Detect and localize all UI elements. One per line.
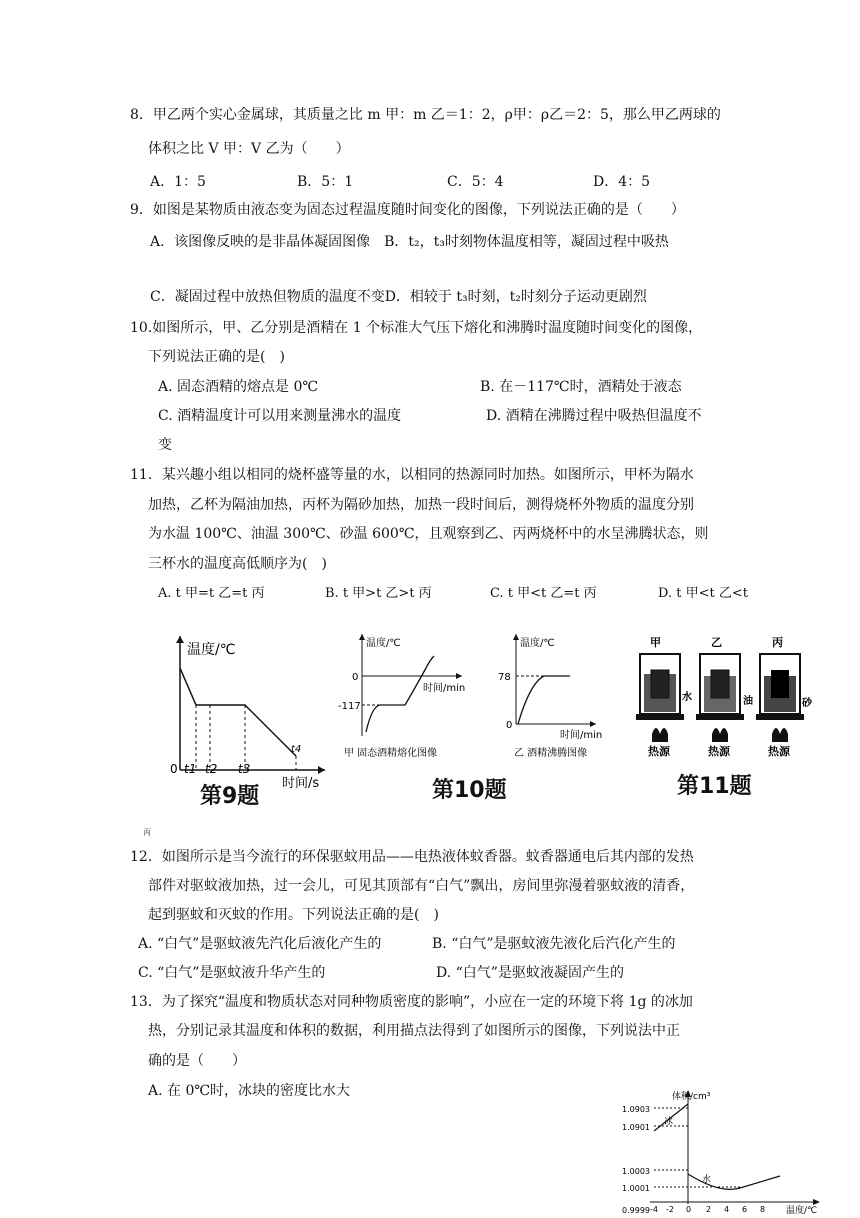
fig9-tick-t2: t2 [205,762,218,776]
fig10-left-ymin: -117 [338,701,361,712]
fig13-ytick-2: 1.0003 [622,1167,650,1176]
figure-10-right [478,628,618,763]
fig13-xlabel: 温度/℃ [786,1206,818,1214]
q13-stem-line1: 13．为了探究“温度和物质状态对同种物质密度的影响”，小应在一定的环境下将 1g 的冰加 [130,994,693,1010]
fig10-caption: 第10题 [432,778,507,803]
fig9-xlabel: 时间/s [282,776,320,790]
fig13-xtick-5: 6 [742,1205,748,1214]
fig11-medium-sand: 砂 [802,698,812,709]
figure-13 [620,1086,832,1214]
q13-stem-line3: 确的是（ ） [148,1053,246,1069]
fig13-ytick-1: 1.0901 [622,1123,650,1132]
q9-stem: 9．如图是某物质由液态变为固态过程温度随时间变化的图像，下列说法正确的是（ ） [130,202,685,218]
fig10-left-title: 甲 固态酒精熔化图像 [344,748,438,759]
q12-option-c: C. “白气”是驱蚊液升华产生的 [138,965,326,981]
q10-option-b: B. 在－117℃时，酒精处于液态 [480,379,682,395]
fig13-ytick-4: 0.9999 [622,1206,650,1214]
q11-stem-line2: 加热，乙杯为隔油加热，丙杯为隔砂加热，加热一段时间后，测得烧杯外物质的温度分别 [148,497,694,513]
figure-11 [632,634,822,759]
q13-stem-line2: 热，分别记录其温度和体积的数据，利用描点法得到了如图所示的图像，下列说法中正 [148,1023,680,1039]
fig11-source-1: 热源 [648,745,670,758]
fig10-right-xlabel: 时间/min [560,730,603,741]
fig10-left-xlabel: 时间/min [423,683,466,694]
fig11-medium-water: 水 [682,692,692,703]
q10-option-c: C. 酒精温度计可以用来测量沸水的温度 [158,408,402,424]
fig11-caption: 第11题 [677,774,752,799]
fig9-caption: 第9题 [200,784,260,809]
fig10-left-y0: 0 [352,672,359,683]
figure-10-left [330,628,470,763]
q12-stem-line3: 起到驱蚊和灭蚊的作用。下列说法正确的是( ) [148,907,439,923]
fig13-xtick-3: 2 [706,1205,712,1214]
q12-stem-line2: 部件对驱蚊液加热，过一会儿，可见其顶部有“白气”飘出，房间里弥漫着驱蚊液的清香， [148,878,695,894]
fig13-ytick-3: 1.0001 [622,1184,650,1193]
fig13-xtick-4: 4 [724,1205,730,1214]
q8-option-d: D．4：5 [593,174,651,190]
fig13-ice-label: 冰 [664,1117,674,1127]
fig11-label-jia: 甲 [650,636,661,649]
fig11-source-2: 热源 [708,745,730,758]
fig9-tick-t4: t4 [291,744,302,755]
q11-option-a: A. t 甲=t 乙=t 丙 [158,586,265,601]
fig13-xtick-2: 0 [686,1205,692,1214]
q12-option-a: A. “白气”是驱蚊液先汽化后液化产生的 [138,936,382,952]
fig11-label-yi: 乙 [711,636,722,649]
fig13-xtick-1: -2 [666,1205,674,1214]
q10-option-d-cont: 变 [158,437,172,453]
q8-stem-line2: 体积之比 V 甲：V 乙为（ ） [148,141,350,157]
fig13-xtick-6: 8 [760,1205,766,1214]
fig9-tick-t1: t1 [184,762,197,776]
fig10-right-ymax: 78 [498,672,511,683]
q12-option-d: D. “白气”是驱蚊液凝固产生的 [436,965,624,981]
q11-option-d: D. t 甲<t 乙<t [658,586,748,601]
q13-option-a: A. 在 0℃时，冰块的密度比水大 [148,1083,351,1099]
fig10-right-ylabel: 温度/℃ [520,638,555,649]
fig10-left-ylabel: 温度/℃ [366,638,401,649]
q9-options-ab: A．该图像反映的是非晶体凝固图像 B．t₂，t₃时刻物体温度相等，凝固过程中吸热 [150,234,669,250]
fig9-tick-t3: t3 [238,762,251,776]
q11-option-d-tail: 丙 [143,828,151,837]
figure-9 [160,630,330,790]
fig13-ytick-0: 1.0903 [622,1105,650,1114]
q8-option-c: C．5：4 [447,174,504,190]
q9-options-cd: C．凝固过程中放热但物质的温度不变D．相较于 t₃时刻，t₂时刻分子运动更剧烈 [150,289,647,305]
q10-stem-line1: 10.如图所示，甲、乙分别是酒精在 1 个标准大气压下熔化和沸腾时温度随时间变化的图像， [130,320,703,336]
fig11-label-bing: 丙 [772,636,783,649]
q11-stem-line3: 为水温 100℃、油温 300℃、砂温 600℃，且观察到乙、丙两烧杯中的水呈沸腾状态，则 [148,526,709,542]
q11-option-c: C. t 甲<t 乙=t 丙 [490,586,597,601]
fig10-right-title: 乙 酒精沸腾图像 [514,748,588,759]
q8-option-a: A．1：5 [150,174,206,190]
fig11-medium-oil: 油 [743,696,753,707]
q10-stem-line2: 下列说法正确的是( ) [148,349,285,365]
q11-option-b: B. t 甲>t 乙>t 丙 [325,586,432,601]
fig13-xtick-0: -4 [650,1205,658,1214]
q8-stem-line1: 8．甲乙两个实心金属球，其质量之比 m 甲：m 乙＝1：2，ρ甲：ρ乙＝2：5，那么甲乙两球的 [130,107,721,123]
q11-stem-line4: 三杯水的温度高低顺序为( ) [148,556,327,572]
q11-stem-line1: 11．某兴趣小组以相同的烧杯盛等量的水，以相同的热源同时加热。如图所示，甲杯为隔水 [130,467,694,483]
fig13-ylabel: 体积/cm³ [672,1092,711,1102]
fig13-water-label: 水 [702,1175,712,1185]
q10-option-d: D. 酒精在沸腾过程中吸热但温度不 [486,408,702,424]
q12-stem-line1: 12．如图所示是当今流行的环保驱蚊用品——电热液体蚊香器。蚊香器通电后其内部的发热 [130,849,694,865]
fig9-ylabel: 温度/℃ [187,642,236,658]
q10-option-a: A. 固态酒精的熔点是 0℃ [158,379,319,395]
q12-option-b: B. “白气”是驱蚊液先液化后汽化产生的 [432,936,676,952]
fig11-source-3: 热源 [768,745,790,758]
q8-option-b: B．5：1 [297,174,354,190]
fig10-right-y0: 0 [506,720,513,731]
fig9-tick-0: 0 [170,762,178,776]
